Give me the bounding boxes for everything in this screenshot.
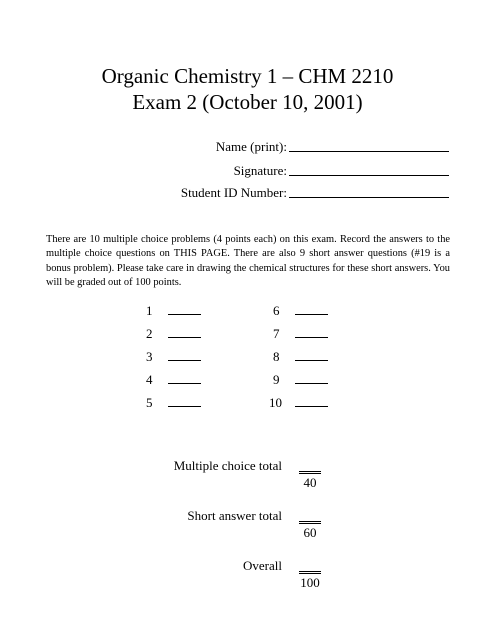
answer-blank[interactable]	[295, 327, 328, 338]
name-label: Name (print):	[215, 139, 287, 154]
answer-blank[interactable]	[295, 396, 328, 407]
question-number: 2	[146, 326, 153, 341]
overall-total-label: Overall	[243, 558, 282, 573]
mc-answer-row[interactable]	[146, 372, 201, 388]
overall-score-blank[interactable]	[299, 570, 321, 572]
overall-max-points: 100	[300, 575, 320, 590]
question-number: 5	[146, 395, 153, 410]
mc-answer-row[interactable]	[146, 326, 201, 342]
question-number: 1	[146, 303, 153, 318]
signature-label: Signature:	[233, 163, 287, 178]
answer-blank[interactable]	[168, 304, 201, 315]
answer-blank[interactable]	[168, 350, 201, 361]
question-number: 6	[273, 303, 280, 318]
mc-answer-row[interactable]	[146, 349, 201, 365]
exam-title-line-1: Organic Chemistry 1 – CHM 2210	[101, 64, 394, 88]
answer-blank[interactable]	[168, 327, 201, 338]
mc-answer-row[interactable]	[273, 349, 328, 365]
short-answer-score-blank[interactable]	[299, 520, 321, 522]
multiple-choice-total-label: Multiple choice total	[173, 458, 282, 473]
question-number: 7	[273, 326, 280, 341]
question-number: 10	[269, 395, 282, 410]
name-field[interactable]	[289, 141, 449, 152]
answer-blank[interactable]	[168, 373, 201, 384]
question-number: 9	[273, 372, 280, 387]
answer-blank[interactable]	[168, 396, 201, 407]
multiple-choice-max-points: 40	[299, 473, 321, 491]
short-answer-total-label: Short answer total	[187, 508, 282, 523]
instructions-paragraph: There are 10 multiple choice problems (4 points each) on this exam. Record the answers to the multiple choice questions on THIS PAGE. There are also 9 short answer questions (#19 is a bonus problem). Please take care in drawing the chemical structures for these short answers. You will be graded out of 100 points.	[46, 234, 450, 288]
exam-title-line-2: Exam 2 (October 10, 2001)	[132, 90, 363, 114]
signature-field[interactable]	[289, 165, 449, 176]
short-answer-max-points: 60	[299, 523, 321, 541]
student-id-label: Student ID Number:	[180, 185, 287, 200]
mc-answer-row[interactable]	[273, 326, 328, 342]
mc-answer-row[interactable]	[273, 303, 328, 319]
multiple-choice-score-blank[interactable]	[299, 470, 321, 472]
question-number: 4	[146, 372, 153, 387]
mc-answer-row[interactable]	[146, 395, 201, 411]
student-id-field[interactable]	[289, 187, 449, 198]
answer-blank[interactable]	[295, 373, 328, 384]
question-number: 8	[273, 349, 280, 364]
mc-answer-row[interactable]	[146, 303, 201, 319]
mc-answer-row[interactable]	[269, 395, 328, 411]
question-number: 3	[146, 349, 153, 364]
mc-answer-row[interactable]	[273, 372, 328, 388]
answer-blank[interactable]	[295, 304, 328, 315]
answer-blank[interactable]	[295, 350, 328, 361]
